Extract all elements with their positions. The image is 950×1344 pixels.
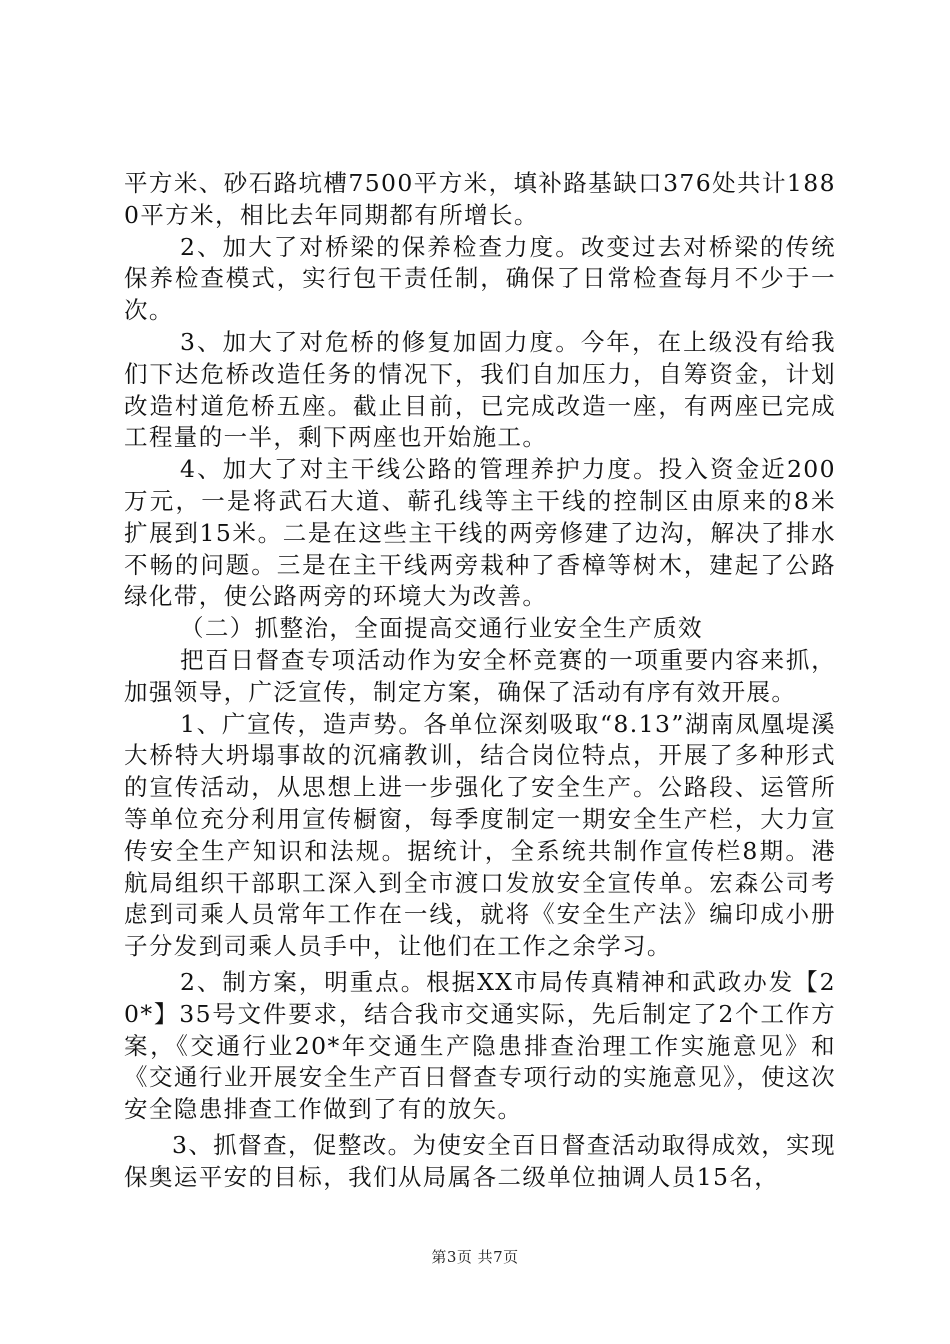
paragraph-dangerous-bridge-repair: 3、加大了对危桥的修复加固力度。今年，在上级没有给我们下达危桥改造任务的情况下，我们自加压力，自筹资金，计划改造村道危桥五座。截止目前，已完成改造一座，有两座已完成工程量的一半，剩下两座也开始施工。 (124, 327, 836, 452)
paragraph-road-repair-continued: 平方米、砂石路坑槽7500平方米，填补路基缺口376处共计1880平方米，相比去年同期都有所增长。 (124, 169, 836, 229)
paragraph-supervision: 3、抓督查，促整改。为使安全百日督查活动取得成效，实现保奥运平安的目标，我们从局属各二级单位抽调人员15名， (124, 1130, 836, 1191)
paragraph-publicity: 1、广宣传，造声势。各单位深刻吸取“8.13”湖南凤凰堤溪大桥特大坍塌事故的沉痛教训，结合岗位特点，开展了多种形式的宣传活动，从思想上进一步强化了安全生产。公路段、运管所等单位充分利用宣传橱窗，每季度制定一期安全生产栏，大力宣传安全生产知识和法规。据统计，全系统共制作宣传栏8期。港航局组织干部职工深入到全市渡口发放安全宣传单。宏森公司考虑到司乘人员常年工作在一线，就将《安全生产法》编印成小册子分发到司乘人员手中，让他们在工作之余学习。 (124, 709, 836, 961)
document-body (124, 168, 836, 1194)
paragraph-hundred-day-campaign: 把百日督查专项活动作为安全杯竞赛的一项重要内容来抓，加强领导，广泛宣传，制定方案，确保了活动有序有效开展。 (124, 645, 836, 706)
paragraph-plans: 2、制方案，明重点。根据XX市局传真精神和武政办发【20*】35号文件要求，结合我市交通实际，先后制定了2个工作方案，《交通行业20*年交通生产隐患排查治理工作实施意见》和《交通行业开展安全生产百日督查专项行动的实施意见》，使这次安全隐患排查工作做到了有的放矢。 (124, 967, 836, 1124)
page-footer: 第3页 共7页 (431, 1248, 519, 1266)
paragraph-trunk-road-maintenance: 4、加大了对主干线公路的管理养护力度。投入资金近200万元，一是将武石大道、蕲孔线等主干线的控制区由原来的8米扩展到15米。二是在这些主干线的两旁修建了边沟，解决了排水不畅的问题。三是在主干线两旁栽种了香樟等树木，建起了公路绿化带，使公路两旁的环境大为改善。 (124, 455, 836, 611)
section-heading-safety: （二）抓整治，全面提高交通行业安全生产质效 (180, 614, 703, 643)
paragraph-bridge-inspection: 2、加大了对桥梁的保养检查力度。改变过去对桥梁的传统保养检查模式，实行包干责任制，确保了日常检查每月不少于一次。 (124, 232, 836, 325)
